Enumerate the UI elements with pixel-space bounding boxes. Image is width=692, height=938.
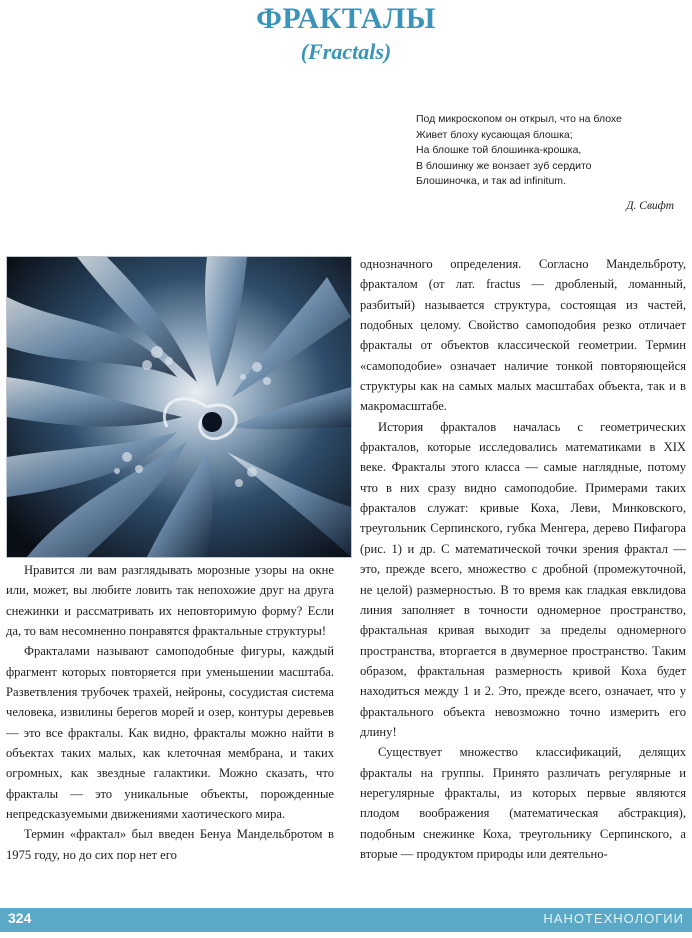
fractal-illustration [7,257,351,557]
epigraph-line: Под микроскопом он открыл, что на блохе [416,113,622,125]
paragraph: Фракталами называют самоподобные фигуры, каждый фрагмент которых повторяется при уменьшении масштаба. Разветвления трубочек трахей, нейроны, сосудистая система человека, извилины берегов морей и озер, контуры деревьев — это все фракталы. Как видно, фракталы можно найти в объектах таких малых, как клеточная мембрана, и таких огромных, как звездные галактики. Можно сказать, что фракталы — это уникальные объекты, порожденные непредсказуемыми движениями хаотического мира. [6,644,334,822]
paragraph: История фракталов началась с геометрических фракталов, которые исследовались математиками в XIX веке. Фракталы этого класса — самые наглядные, потому что в них сразу видно самоподобие. Примерами таких фракталов служат: кривые Коха, Леви, Минковского, треугольник Серпинского, губка Менгера, дерево Пифагора (рис. 1) и др. С математической точки зрения фрактал — это, прежде всего, множество с дробной (промежуточной, не целой) размерностью. В то время как гладкая евклидова линия заполняет в точности одномерное пространство, фрактальная кривая выходит за пределы одномерного пространства, вторгается в двумерное пространство. Таким образом, фрактальная размерность кривой Коха будет находиться между 1 и 2. Это, прежде всего, означает, что у фрактального объекта невозможно точно измерить его длину! [360,419,686,739]
footer-bar [0,908,692,932]
epigraph-line: Блошиночка, и так ad infinitum. [416,175,566,188]
paragraph: Термин «фрактал» был введен Бенуа Мандельбротом в 1975 году, но до сих пор нет его [6,827,334,862]
paragraph: Нравится ли вам разглядывать морозные узоры на окне или, может, вы любите ловить так непохожие друг на друга снежинки и рассматривать их неповторимую форму? Если да, то вам несомненно понравятся фрактальные структуры! [6,563,334,639]
page-number: 324 [8,910,32,926]
left-column [6,560,334,865]
fractal-image [6,256,352,558]
page-title: ФРАКТАЛЫ [256,2,436,35]
page-subtitle: (Fractals) [300,39,392,64]
epigraph [416,112,678,190]
section-name: НАНОТЕХНОЛОГИИ [543,911,684,926]
epigraph-line: В блошинку же вонзает зуб сердито [416,159,592,172]
right-column [360,254,686,864]
paragraph: Существует множество классификаций, делящих фракталы на группы. Принято различать регулярные и нерегулярные фракталы, из которых первые являются плодом воображения (математическая абстракция), подобным снежинке Коха, треугольнику Серпинского, а вторые — продуктом природы или деятельно- [360,745,686,861]
epigraph-line: Живет блоху кусающая блошка; [416,128,573,141]
epigraph-author: Д. Свифт [626,200,674,212]
paragraph: однозначного определения. Согласно Мандельброту, фракталом (от лат. fractus — дробленый, ломанный, разбитый) называется структура, состоящая из частей, подобных целому. Свойство самоподобия резко отличает фракталы от объектов классической геометрии. Термин «самоподобие» означает наличие тонкой повторяющейся структуры как на самых малых масштабах объекта, так и в макромасштабе. [360,257,686,414]
epigraph-line: На блошке той блошинка-крошка, [416,144,582,157]
